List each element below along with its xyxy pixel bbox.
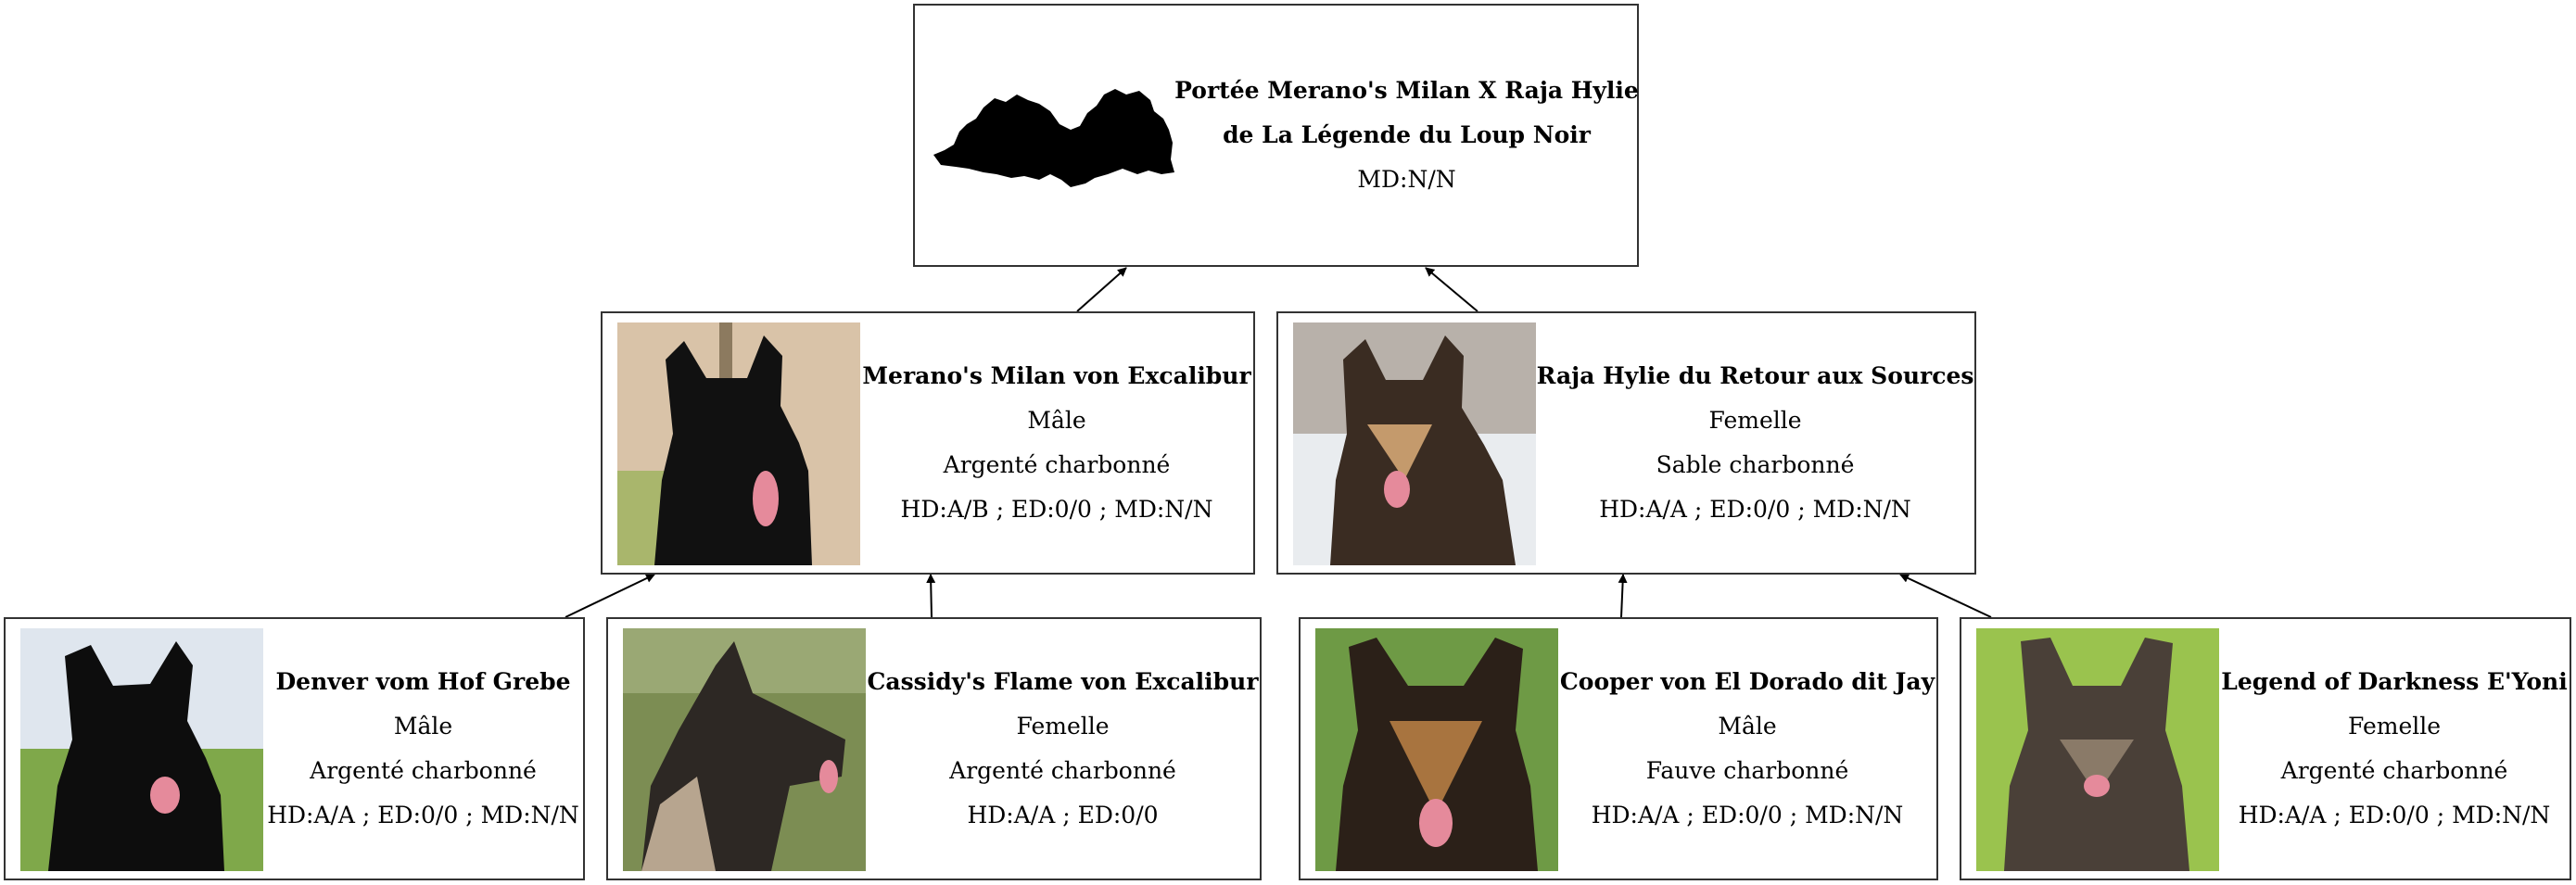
dog-sex: Mâle	[1027, 407, 1086, 434]
dog-sex: Femelle	[1016, 713, 1110, 740]
edge-cassidy-to-merano	[931, 575, 932, 617]
litter-node	[913, 4, 1639, 267]
dog-photo-icon	[1293, 322, 1536, 565]
edge-dam-to-litter	[1426, 268, 1478, 311]
dog-photo-icon	[1976, 628, 2219, 871]
dog-coat-color: Argenté charbonné	[949, 757, 1176, 784]
dog-photo-icon	[617, 322, 860, 565]
grandparent-node-legend	[1960, 617, 2571, 880]
dog-sex: Femelle	[2347, 713, 2442, 740]
dog-health-results: HD:A/A ; ED:0/0 ; MD:N/N	[1591, 802, 1904, 828]
dog-health-results: HD:A/A ; ED:0/0 ; MD:N/N	[2238, 802, 2551, 828]
dog-name: Legend of Darkness E'Yoni	[2221, 668, 2568, 695]
dog-name: Merano's Milan von Excalibur	[862, 362, 1251, 389]
grandparent-node-cooper	[1299, 617, 1938, 880]
grandparent-node-cassidy	[606, 617, 1262, 880]
puppies-silhouette-icon	[932, 85, 1174, 201]
dog-health-results: HD:A/B ; ED:0/0 ; MD:N/N	[900, 496, 1213, 523]
dog-health-results: HD:A/A ; ED:0/0 ; MD:N/N	[1599, 496, 1911, 523]
dog-photo-icon	[1315, 628, 1558, 871]
dog-coat-color: Argenté charbonné	[2280, 757, 2508, 784]
dog-coat-color: Argenté charbonné	[943, 451, 1171, 478]
dog-name: Cassidy's Flame von Excalibur	[867, 668, 1259, 695]
dam-node	[1276, 311, 1976, 575]
dog-sex: Femelle	[1708, 407, 1802, 434]
dog-name: Cooper von El Dorado dit Jay	[1559, 668, 1935, 695]
edge-sire-to-litter	[1077, 268, 1126, 311]
grandparent-node-denver	[4, 617, 585, 880]
dog-photo-icon	[623, 628, 866, 871]
sire-node	[601, 311, 1255, 575]
dog-photo-icon	[20, 628, 263, 871]
dog-coat-color: Argenté charbonné	[310, 757, 537, 784]
dog-name: Raja Hylie du Retour aux Sources	[1536, 362, 1974, 389]
litter-title: Portée Merano's Milan X Raja Hylie	[1174, 77, 1639, 104]
dog-sex: Mâle	[393, 713, 453, 740]
dog-coat-color: Fauve charbonné	[1645, 757, 1849, 784]
edge-legend-to-raja	[1900, 575, 1991, 617]
dog-coat-color: Sable charbonné	[1656, 451, 1855, 478]
dog-name: Denver vom Hof Grebe	[275, 668, 571, 695]
edge-cooper-to-raja	[1621, 575, 1623, 617]
dog-health-results: HD:A/A ; ED:0/0	[967, 802, 1159, 828]
litter-md-status: MD:N/N	[1357, 166, 1456, 193]
dog-health-results: HD:A/A ; ED:0/0 ; MD:N/N	[267, 802, 579, 828]
dog-sex: Mâle	[1718, 713, 1777, 740]
litter-kennel-name: de La Légende du Loup Noir	[1223, 121, 1591, 148]
edge-denver-to-merano	[565, 575, 654, 617]
